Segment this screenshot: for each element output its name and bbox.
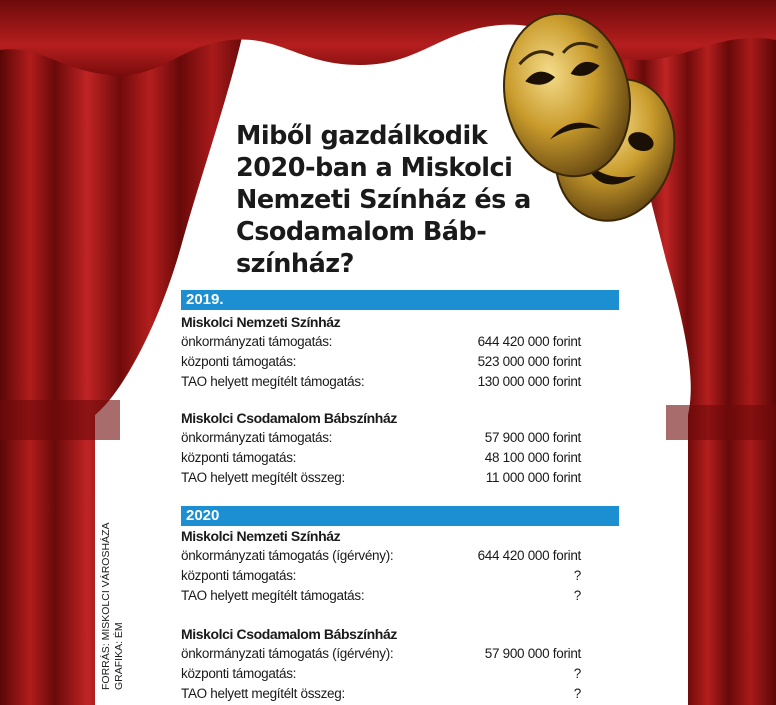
table-row — [181, 372, 581, 392]
row-label: önkormányzati támogatás: — [181, 430, 333, 445]
org-block-2020-theatre — [181, 526, 581, 606]
year-header-2020: 2020 — [181, 506, 619, 526]
title-line: színház? — [236, 249, 354, 279]
graphics-credit: GRAFIKA: ÉM — [113, 622, 125, 690]
table-row — [181, 546, 581, 566]
page-title — [236, 120, 566, 280]
org-name: Miskolci Csodamalom Bábszínház — [181, 410, 397, 426]
table-row — [181, 428, 581, 448]
table-row — [181, 586, 581, 606]
org-name: Miskolci Nemzeti Színház — [181, 314, 341, 330]
row-label: központi támogatás: — [181, 354, 297, 369]
title-line: Csodamalom Báb- — [236, 217, 487, 247]
row-label: TAO helyett megítélt támogatás: — [181, 374, 365, 389]
row-value: 644 420 000 forint — [477, 334, 581, 349]
org-name: Miskolci Csodamalom Bábszínház — [181, 626, 397, 642]
source-credit — [100, 523, 126, 690]
row-label: önkormányzati támogatás (ígérvény): — [181, 548, 394, 563]
row-label: TAO helyett megítélt összeg: — [181, 470, 345, 485]
table-row — [181, 332, 581, 352]
org-block-2019-puppet — [181, 408, 581, 488]
table-row — [181, 352, 581, 372]
row-value: ? — [573, 588, 581, 603]
source-line: FORRÁS: MISKOLCI VÁROSHÁZA — [100, 522, 112, 690]
row-value: 130 000 000 forint — [477, 374, 581, 389]
row-value: 644 420 000 forint — [477, 548, 581, 563]
row-label: TAO helyett megítélt összeg: — [181, 686, 345, 701]
row-label: TAO helyett megítélt támogatás: — [181, 588, 365, 603]
row-value: 11 000 000 forint — [485, 470, 581, 485]
table-row — [181, 644, 581, 664]
org-block-2020-puppet — [181, 624, 581, 704]
org-name: Miskolci Nemzeti Színház — [181, 528, 341, 544]
table-row — [181, 468, 581, 488]
row-label: központi támogatás: — [181, 568, 297, 583]
row-value: ? — [573, 666, 581, 681]
year-header-2019: 2019. — [181, 290, 619, 310]
table-row — [181, 448, 581, 468]
title-line: Miből gazdálkodik — [236, 121, 488, 151]
row-label: központi támogatás: — [181, 450, 297, 465]
row-label: önkormányzati támogatás: — [181, 334, 333, 349]
row-label: központi támogatás: — [181, 666, 297, 681]
row-value: 57 900 000 forint — [484, 430, 581, 445]
org-block-2019-theatre — [181, 312, 581, 392]
row-value: ? — [573, 568, 581, 583]
table-row — [181, 566, 581, 586]
row-value: 48 100 000 forint — [484, 450, 581, 465]
row-value: 57 900 000 forint — [484, 646, 581, 661]
title-line: 2020-ban a Miskolci — [236, 153, 513, 183]
table-row — [181, 664, 581, 684]
row-value: 523 000 000 forint — [477, 354, 581, 369]
row-label: önkormányzati támogatás (ígérvény): — [181, 646, 394, 661]
row-value: ? — [573, 686, 581, 701]
title-line: Nemzeti Színház és a — [236, 185, 531, 215]
table-row — [181, 684, 581, 704]
